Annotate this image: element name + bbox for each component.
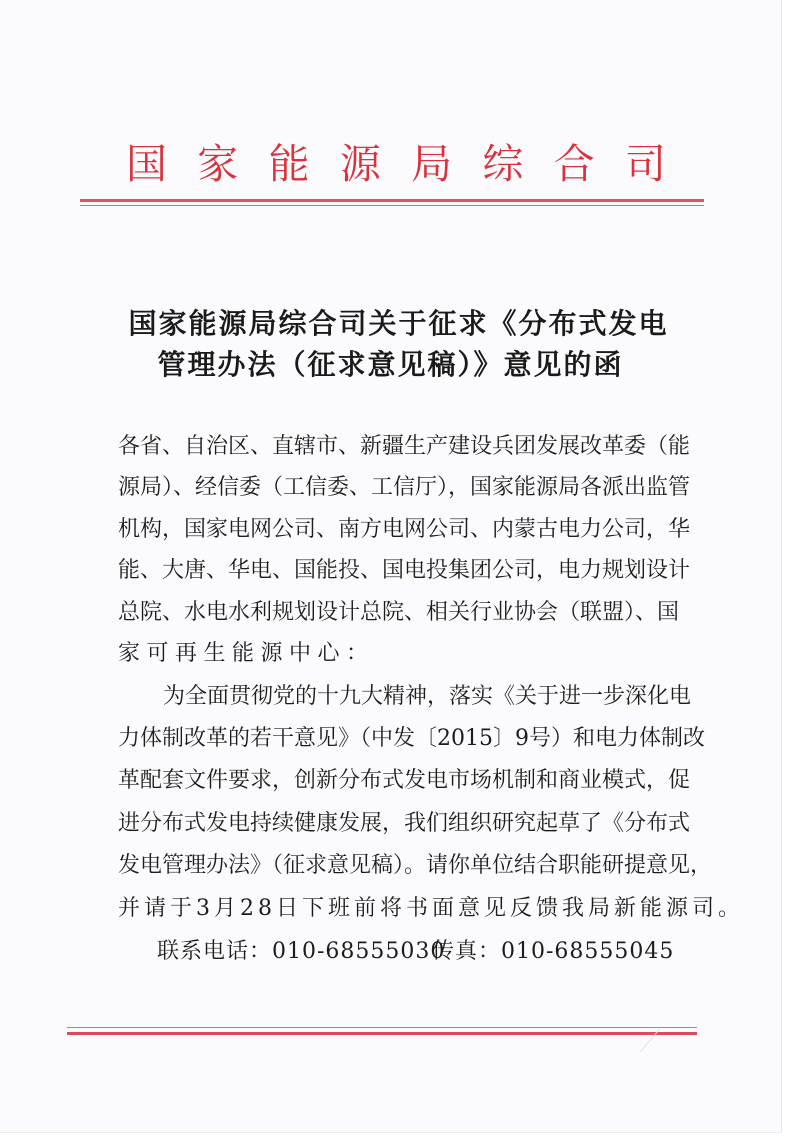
body-line: 并请于3月28日下班前将书面意见反馈我局新能源司。	[118, 896, 744, 921]
addressee-line: 各省、自治区、直辖市、新疆生产建设兵团发展改革委（能	[118, 434, 691, 459]
body-line: 力体制改革的若干意见》（中发〔2015〕9号）和电力体制改	[118, 726, 705, 751]
body-line: 革配套文件要求，创新分布式发电市场机制和商业模式，促	[118, 768, 691, 793]
contact-phone: 联系电话：010-68555030	[157, 939, 446, 964]
addressee-line: 家可再生能源中心：	[118, 641, 375, 666]
header-char: 综	[482, 140, 524, 188]
document-title-line-2: 管理办法（征求意见稿）》意见的函	[157, 348, 624, 381]
footer-divider-thick	[67, 1032, 697, 1035]
header-char: 源	[339, 140, 381, 188]
header-divider-thin	[80, 205, 704, 206]
footer-divider-thin	[67, 1027, 697, 1028]
addressee-line: 总院、水电水利规划设计总院、相关行业协会（联盟）、国	[118, 600, 680, 625]
addressee-line: 能、大唐、华电、国能投、国电投集团公司，电力规划设计	[118, 558, 691, 583]
header-char: 局	[411, 140, 453, 188]
header-char: 国	[126, 140, 167, 188]
body-line: 进分布式发电持续健康发展，我们组织研究起草了《分布式	[118, 811, 691, 836]
addressee-line: 机构，国家电网公司、南方电网公司、内蒙古电力公司，华	[118, 517, 691, 542]
document-title-line-1: 国家能源局综合司关于征求《分布式发电	[128, 307, 669, 340]
contact-fax: 传真：010-68555045	[432, 939, 675, 964]
header-divider-thick	[80, 199, 704, 202]
header-char: 家	[197, 140, 239, 188]
addressee-line: 源局）、经信委（工信委、工信厅），国家能源局各派出监管	[118, 475, 691, 500]
body-line: 为全面贯彻党的十九大精神，落实《关于进一步深化电	[163, 684, 692, 709]
header-char: 司	[624, 140, 666, 188]
body-line: 发电管理办法》（征求意见稿）。请你单位结合职能研提意见，	[118, 853, 713, 878]
issuing-org-header	[126, 138, 666, 190]
header-char: 能	[268, 140, 310, 188]
header-char: 合	[553, 140, 595, 188]
